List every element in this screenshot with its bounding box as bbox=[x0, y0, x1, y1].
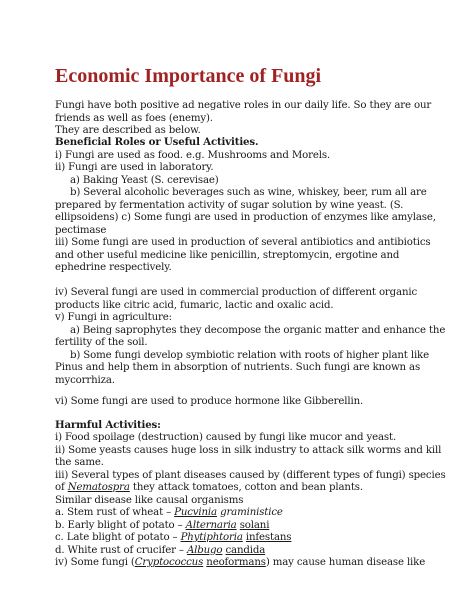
species-name: Phytiphtoria bbox=[180, 532, 243, 543]
species-name: graministice bbox=[220, 507, 283, 518]
intro-line: Fungi have both positive ad negative roles in our daily life. So they are our bbox=[55, 100, 432, 111]
species-name: Cryptococcus bbox=[134, 557, 204, 568]
beneficial-line: b) Several alcoholic beverages such as wine, whiskey, beer, rum all are bbox=[70, 187, 427, 198]
harmful-line: i) Food spoilage (destruction) caused by fungi like mucor and yeast. bbox=[55, 432, 397, 443]
beneficial-line: vi) Some fungi are used to produce hormone like Gibberellin. bbox=[55, 396, 364, 407]
species-name: Albugo bbox=[186, 545, 223, 556]
text-run: they attack tomatoes, cotton and bean plants. bbox=[129, 482, 363, 493]
beneficial-line: i) Fungi are used as food. e.g. Mushrooms and Morels. bbox=[55, 150, 330, 161]
beneficial-line: prepared by fermentation activity of sugar solution by wine yeast. (S. bbox=[55, 200, 404, 211]
intro-line: They are described as below. bbox=[55, 125, 201, 136]
beneficial-line: b) Some fungi develop symbiotic relation with roots of higher plant like bbox=[70, 350, 429, 361]
species-name: Alternaria bbox=[185, 520, 237, 531]
species-name: solani bbox=[239, 520, 270, 531]
beneficial-line: a) Being saprophytes they decompose the organic matter and enhance the bbox=[70, 325, 446, 336]
disease-item bbox=[55, 531, 291, 544]
harmful-line: ii) Some yeasts causes huge loss in silk industry to attack silk worms and kill bbox=[55, 445, 442, 456]
species-name: infestans bbox=[245, 532, 292, 543]
page-title: Economic Importance of Fungi bbox=[55, 65, 322, 87]
harmful-line: the same. bbox=[55, 457, 104, 468]
harmful-line: Similar disease like causal organisms bbox=[55, 495, 244, 506]
beneficial-line: mycorrhiza. bbox=[55, 375, 115, 386]
beneficial-line: and other useful medicine like penicillin, streptomycin, ergotine and bbox=[55, 250, 400, 261]
beneficial-line: products like citric acid, fumaric, lactic and oxalic acid. bbox=[55, 300, 334, 311]
beneficial-line: Pinus and help them in absorption of nutrients. Such fungi are known as bbox=[55, 362, 421, 373]
intro-line: friends as well as foes (enemy). bbox=[55, 113, 213, 124]
beneficial-heading: Beneficial Roles or Useful Activities. bbox=[55, 136, 259, 148]
beneficial-line: a) Baking Yeast (S. cerevisae) bbox=[70, 175, 219, 186]
species-name: candida bbox=[225, 545, 266, 556]
text-run: of bbox=[55, 482, 68, 493]
beneficial-line: ii) Fungi are used in laboratory. bbox=[55, 162, 214, 173]
species-name: Nematospra bbox=[67, 482, 130, 493]
beneficial-line: ellipsoidens) c) Some fungi are used in production of enzymes like amylase, bbox=[55, 212, 436, 223]
harmful-heading: Harmful Activities: bbox=[55, 419, 161, 431]
beneficial-line: v) Fungi in agriculture: bbox=[55, 312, 172, 323]
text-run: ) may cause human disease like bbox=[265, 557, 426, 568]
beneficial-line: iii) Some fungi are used in production of several antibiotics and antibiotics bbox=[55, 237, 431, 248]
beneficial-line: ephedrine respectively. bbox=[55, 262, 172, 273]
species-name: neoformans bbox=[206, 557, 266, 568]
harmful-line bbox=[55, 556, 425, 569]
beneficial-line: pectimase bbox=[55, 225, 107, 236]
text-run: c. Late blight of potato – bbox=[55, 532, 181, 543]
beneficial-line: fertility of the soil. bbox=[55, 337, 148, 348]
harmful-line bbox=[55, 481, 363, 494]
beneficial-line: iv) Several fungi are used in commercial production of different organic bbox=[55, 287, 418, 298]
text-run: d. White rust of crucifer – bbox=[55, 545, 187, 556]
text-run: a. Stem rust of wheat – bbox=[55, 507, 175, 518]
text-run: b. Early blight of potato – bbox=[55, 520, 186, 531]
disease-item bbox=[55, 506, 283, 519]
harmful-line: iii) Several types of plant diseases caused by (different types of fungi) species bbox=[55, 470, 446, 481]
text-run: iv) Some fungi ( bbox=[55, 557, 135, 568]
species-name: Pucvinia bbox=[174, 507, 217, 518]
